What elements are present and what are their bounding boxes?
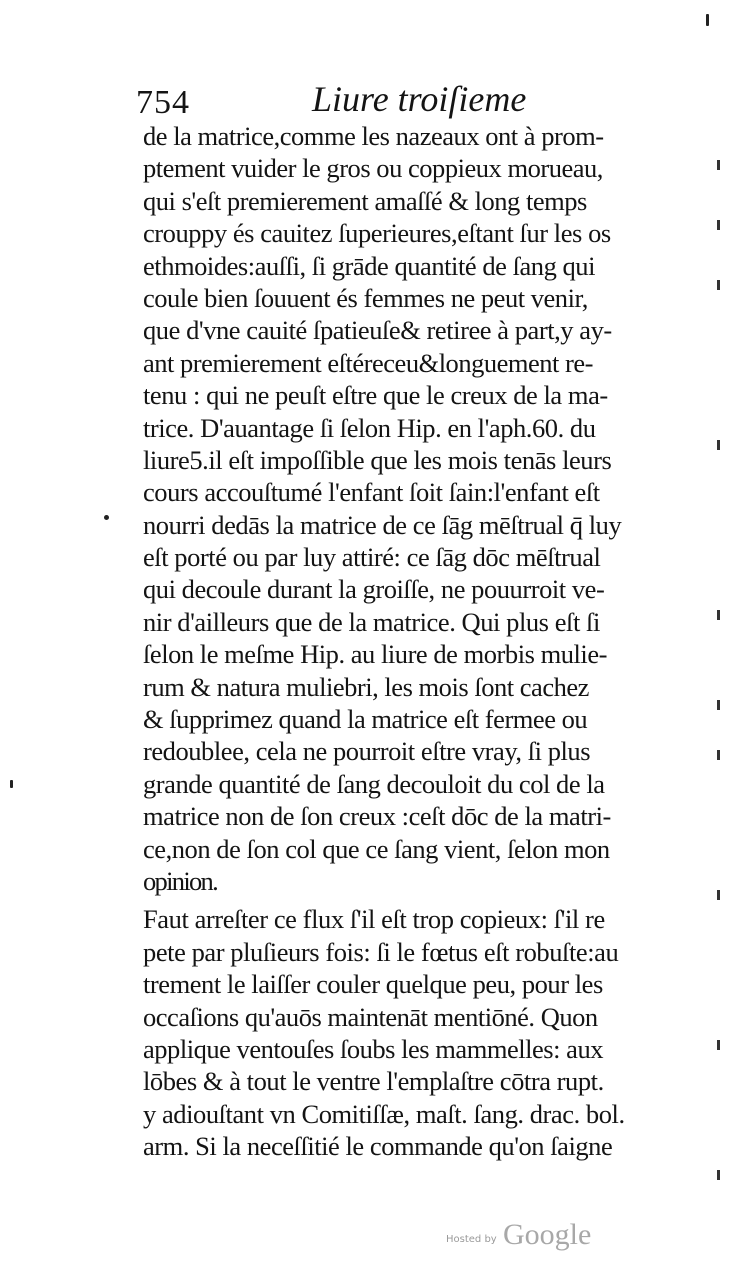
text-line: tenu : qui ne peuſt eſtre que le creux de la ma-: [143, 380, 608, 411]
text-line: ce,non de ſon col que ce ſang vient, ſelon mon: [143, 833, 610, 864]
body-text: [143, 120, 723, 1163]
text-line: crouppy és cauitez ſuperieures,eſtant ſur les os: [143, 218, 611, 249]
google-logo: Google: [503, 1218, 592, 1251]
margin-marks: [716, 140, 722, 1180]
google-watermark: [446, 1218, 616, 1258]
text-line: ant premierement eſtéreceu&longuement re-: [143, 347, 593, 378]
ink-speck: [10, 780, 13, 788]
text-line: pete par pluſieurs fois: ſi le fœtus eſt robuſte:au: [143, 936, 619, 967]
text-line: applique ventouſes ſoubs les mammelles: aux: [143, 1033, 603, 1064]
text-line: coule bien ſouuent és femmes ne peut venir,: [143, 282, 588, 313]
ink-speck: [104, 515, 109, 520]
text-line: arm. Si la neceſſitié le commande qu'on ſaigne: [143, 1131, 613, 1162]
text-line: ſelon le meſme Hip. au liure de morbis mulie-: [143, 639, 607, 670]
text-line: qui s'eſt premierement amaſſé & long temps: [143, 185, 587, 216]
text-line: grande quantité de ſang decouloit du col de la: [143, 768, 605, 799]
running-title: Liure troiſieme: [312, 79, 527, 119]
text-line: matrice non de ſon creux :ceſt dōc de la matri-: [143, 801, 611, 832]
text-line: trice. D'auantage ſi ſelon Hip. en l'aph.60. du: [143, 412, 596, 443]
text-line: que d'vne cauité ſpatieuſe& retiree à part,y ay-: [143, 315, 612, 346]
text-line: eſt porté ou par luy attiré: ce ſāg dōc mēſtrual: [143, 542, 601, 573]
text-line: y adiouſtant vn Comitiſſæ, maſt. ſang. drac. bol.: [143, 1098, 625, 1129]
text-line: redoublee, cela ne pourroit eſtre vray, ſi plus: [143, 736, 591, 767]
text-line: ptement vuider le gros ou coppieux morueau,: [143, 153, 603, 184]
text-line: ethmoides:auſſi, ſi grāde quantité de ſang qui: [143, 250, 595, 281]
text-line: qui decoule durant la groiſſe, ne pouurroit ve-: [143, 574, 605, 605]
text-line: trement le laiſſer couler quelque peu, pour les: [143, 969, 603, 1000]
text-line: Faut arreſter ce flux ſ'il eſt trop copieux: ſ'il re: [143, 904, 605, 935]
page-number: 754: [136, 84, 190, 121]
text-line: opinion.: [143, 865, 218, 896]
text-line: rum & natura muliebri, les mois ſont cachez: [143, 671, 589, 702]
text-line: occaſions qu'auōs maintenāt mentiōné. Quon: [143, 1001, 598, 1032]
text-line: & ſupprimez quand la matrice eſt fermee ou: [143, 704, 588, 735]
ink-speck: [706, 14, 709, 26]
text-line: liure5.il eſt impoſſible que les mois tenās leurs: [143, 444, 612, 475]
text-line: nir d'ailleurs que de la matrice. Qui plus eſt ſi: [143, 606, 600, 637]
text-line: cours accouſtumé l'enfant ſoit ſain:l'enfant eſt: [143, 477, 600, 508]
text-line: lōbes & à tout le ventre l'emplaſtre cōtra rupt.: [143, 1066, 604, 1097]
hosted-by-label: Hosted by: [446, 1234, 497, 1245]
text-line: nourri dedās la matrice de ce ſāg mēſtrual q̄ luy: [143, 509, 622, 540]
text-line: de la matrice,comme les nazeaux ont à prom-: [143, 121, 604, 151]
